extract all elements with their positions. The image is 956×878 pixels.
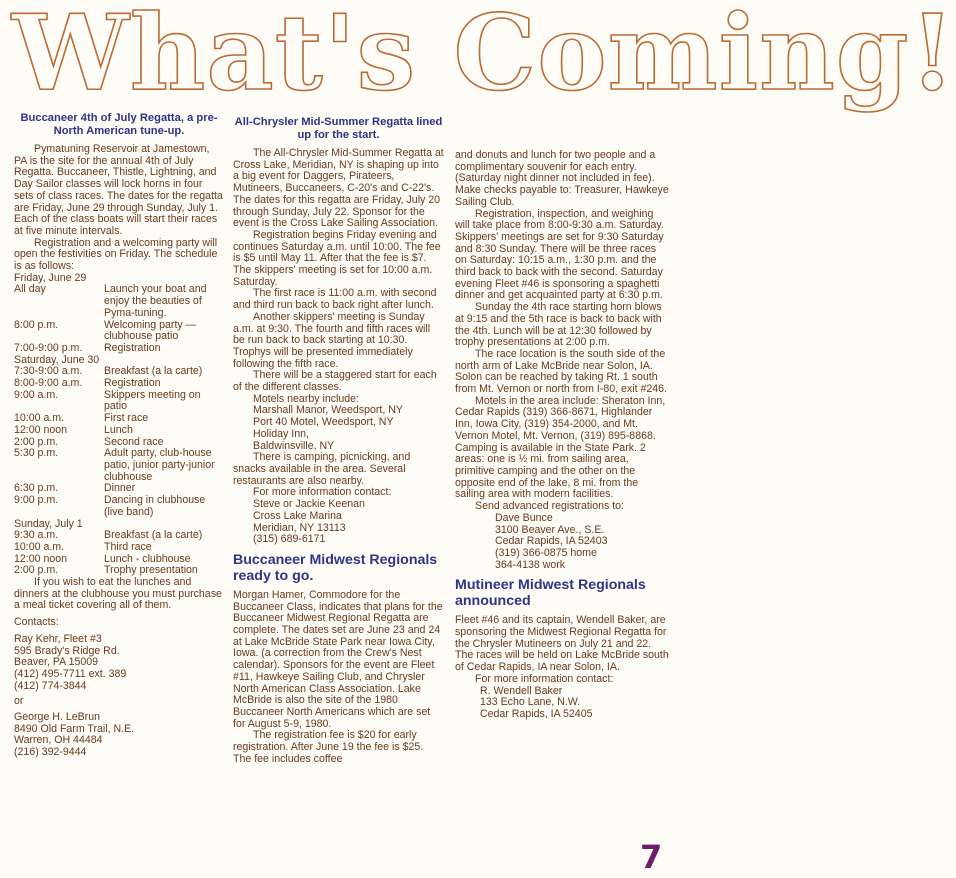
article-paragraph: There is camping, picnicking, and snacks available in the area. Several restaurants are also nearby.: [233, 451, 411, 487]
text-line: Steve or Jackie Keenan: [253, 498, 365, 511]
schedule-event: Second race: [104, 435, 164, 448]
text-line: 133 Echo Lane, N.W.: [480, 696, 581, 709]
text-line: Marshall Manor, Weedsport, NY: [253, 404, 403, 417]
schedule-event: Launch your boat and enjoy the beauties of Pyma-tuning.: [104, 283, 207, 319]
schedule-row: [14, 343, 224, 355]
text-line: 8490 Old Farm Trail, N.E.: [14, 722, 135, 735]
schedule-saturday: [14, 366, 224, 518]
address-wendell-baker: [480, 686, 669, 721]
schedule-time: 10:00 a.m.: [14, 540, 65, 553]
text-line: Dave Bunce: [495, 511, 553, 524]
text-line: Meridian, NY 13113: [253, 521, 346, 534]
schedule-time: 7:30-9:00 a.m.: [14, 365, 83, 378]
article-paragraph: Registration begins Friday evening and continues Saturday a.m. until 10:00. The fee is $5 until May 11. After that the fee is $7. The skippers' meeting is set for 10:00 a.m. Saturday.: [233, 228, 441, 288]
article-paragraph: The registration fee is $20 for early registration. After June 19 the fee is $25. The fee includes coffee: [233, 729, 424, 765]
text-line: Beaver, PA 15009: [14, 656, 99, 669]
page-number: 7: [640, 838, 663, 876]
article-paragraph: There will be a staggered start for each of the different classes.: [233, 369, 437, 394]
schedule-row: [14, 448, 224, 483]
schedule-event: Skippers meeting on patio: [104, 388, 201, 413]
text-line: (315) 689-6171: [253, 533, 326, 546]
schedule-row: [14, 425, 224, 437]
schedule-time: 8:00 p.m.: [14, 318, 59, 331]
address-dave-bunce: [495, 513, 669, 572]
schedule-event: Welcoming party — clubhouse patio: [104, 318, 197, 343]
schedule-event: Registration: [104, 377, 161, 390]
schedule-event: Lunch - clubhouse: [104, 552, 191, 565]
text-line: For more information contact:: [253, 486, 392, 499]
headline-buccaneer-regatta: Buccaneer 4th of July Regatta, a pre-North American tune-up.: [20, 112, 218, 137]
schedule-row: [14, 320, 224, 343]
text-line: Warren, OH 44484: [14, 734, 103, 747]
schedule-event: Third race: [104, 540, 152, 553]
article-paragraph: The All-Chrysler Mid-Summer Regatta at Cross Lake, Meridian, NY is shaping up into a big event for Daggers, Pirateers, Mutineers, Buccaneers, C-20's and C-22's. The dates for this regatta are Friday, July 20 through Sunday, July 22. Sponsor for the event is the Cross Lake Sailing Association.: [233, 147, 444, 230]
article-paragraph: The first race is 11:00 a.m. with second and third run back to back right after lunch.: [233, 287, 437, 312]
text-line: 364-4138 work: [495, 558, 566, 571]
schedule-time: All day: [14, 283, 46, 296]
schedule-time: 9:30 a.m.: [14, 529, 59, 542]
text-line: (412) 774-3844: [14, 679, 87, 692]
schedule-day: Friday, June 29: [14, 271, 87, 284]
column-3: [455, 150, 669, 721]
contact-george-lebrun: [14, 712, 224, 759]
text-line: Baldwinsville, NY: [253, 439, 335, 452]
schedule-time: 6:30 p.m.: [14, 482, 59, 495]
text-line: Motels nearby include:: [253, 392, 359, 405]
text-line: 595 Brady's Ridge Rd.: [14, 644, 120, 657]
schedule-time: 9:00 p.m.: [14, 494, 59, 507]
schedule-sunday: [14, 530, 224, 577]
masthead-title: What's Coming!: [12, 0, 956, 114]
motel-list: [253, 394, 444, 453]
text-line: R. Wendell Baker: [480, 684, 563, 697]
article-paragraph: Registration and a welcoming party will open the festivities on Friday. The schedule is as follows:: [14, 236, 218, 273]
headline-all-chrysler-regatta: All-Chrysler Mid-Summer Regatta lined up for the start.: [234, 116, 443, 141]
schedule-time: 12:00 noon: [14, 552, 68, 565]
article-paragraph: Pymatuning Reservoir at Jamestown, PA is the site for the annual 4th of July Regatta. Buccaneer, Thistle, Lightning, and Day Sailor classes will lock horns in four sets of class races. The dates for the regatta are Friday, June 29 through Sunday, July 1. Each of the class boats will start their races at five minute intervals.: [14, 143, 223, 237]
article-paragraph: For more information contact:: [475, 672, 614, 685]
text-line: Port 40 Motel, Weedsport, NY: [253, 416, 394, 429]
column-1: [14, 112, 224, 759]
schedule-event: Breakfast (a la carte): [104, 529, 203, 542]
schedule-time: 2:00 p.m.: [14, 435, 59, 448]
text-line: (412) 495-7711 ext. 389: [14, 667, 127, 680]
schedule-time: 8:00-9:00 a.m.: [14, 377, 83, 390]
article-paragraph: The race location is the south side of the north arm of Lake McBride near Solon, IA. Solon can be reached by taking Rt. 1 south from Mt. Vernon or north from I-80, exit #246.: [455, 347, 667, 396]
schedule-event: Dancing in clubhouse (live band): [104, 494, 206, 518]
text-line: George H. LeBrun: [14, 711, 100, 724]
schedule-event: First race: [104, 412, 149, 425]
schedule-row: [14, 542, 224, 554]
schedule-time: 7:00-9:00 p.m.: [14, 341, 83, 354]
schedule-day: Saturday, June 30: [14, 353, 100, 366]
article-paragraph: Send advanced registrations to:: [475, 500, 624, 513]
schedule-time: 5:30 p.m.: [14, 447, 59, 460]
schedule-event: Trophy presentation: [104, 564, 198, 577]
column-2: [233, 116, 444, 765]
schedule-friday: [14, 284, 224, 354]
contact-keenan: [253, 487, 444, 546]
text-line: Ray Kehr, Fleet #3: [14, 632, 102, 645]
article-paragraph: Morgan Hamer, Commodore for the Buccaneer Class, indicates that plans for the Buccaneer Midwest Regional Regatta are complete. The dates set are June 23 and 24 at Lake McBride State Park near Iowa City, Iowa. (a correction from the Crew's Nest calendar). Sponsors for the event are Fleet #11, Hawkeye Sailing Club, and Chrysler North American Class Association. Lake McBride is also the site of the 1980 Buccaneer North Americans which are set for August 5-9, 1980.: [233, 588, 443, 730]
article-paragraph: Registration, inspection, and weighing will take place from 8:00-9:30 a.m. Saturday. Skippers' meetings are set for 9:30 Saturday and 8:30 Sunday. There will be three races on Saturday: 10:15 a.m., 1:30 p.m. and the third back to back with the second. Saturday evening Fleet #46 is sponsoring a spaghetti dinner and get acquainted party at 6:30 p.m.: [455, 207, 664, 302]
schedule-row: [14, 378, 224, 390]
article-paragraph: and donuts and lunch for two people and a complimentary souvenir for each entry. (Saturday night dinner not included in fee). Make checks payable to: Treasurer, Hawkeye Sailing Club.: [455, 149, 669, 208]
article-paragraph: Fleet #46 and its captain, Wendell Baker, are sponsoring the Midwest Regional Regatta for the Chrysler Mutineers on July 21 and 22. The races will be held on Lake McBride south of Cedar Rapids, IA near Solon, IA.: [455, 614, 669, 674]
schedule-row: [14, 284, 224, 319]
headline-buccaneer-midwest: Buccaneer Midwest Regionals ready to go.: [233, 551, 438, 584]
text-line: (319) 366-0875 home: [495, 546, 597, 559]
contact-ray-kehr: [14, 634, 224, 693]
article-paragraph: Motels in the area include: Sheraton Inn, Cedar Rapids (319) 366-8671, Highlander Inn, Iowa City, (319) 354-2000, and Mt. Vernon Motel, Mt. Vernon, (319) 895-8868. Camping is available in the State Park. 2 areas: one is ½ mi. from sailing area, primitive camping and the other on the opposite end of the lake, 8 mi. from the sailing area with modern facilities.: [455, 394, 666, 501]
article-paragraph: If you wish to eat the lunches and dinners at the clubhouse you must purchase a meal ticket covering all of them.: [14, 576, 222, 612]
schedule-row: [14, 495, 224, 518]
schedule-event: Lunch: [104, 423, 133, 436]
article-paragraph: Sunday the 4th race starting horn blows at 9:15 and the 5th race is back to back with the 4th. Lunch will be at 12:30 followed by trophy presentations at 2:00 p.m.: [455, 301, 662, 349]
schedule-time: 10:00 a.m.: [14, 412, 65, 425]
schedule-event: Dinner: [104, 482, 136, 495]
schedule-day: Sunday, July 1: [14, 517, 83, 530]
contacts-label: Contacts:: [14, 616, 59, 629]
text-line: Cedar Rapids, IA 52405: [480, 707, 593, 720]
schedule-time: 12:00 noon: [14, 423, 68, 436]
text-line: 3100 Beaver Ave., S.E.: [495, 523, 605, 536]
schedule-event: Adult party, club-house patio, junior party-junior clubhouse: [104, 447, 215, 483]
text-line: Holiday Inn,: [253, 427, 309, 440]
schedule-event: Breakfast (a la carte): [104, 365, 203, 378]
text-line: (216) 392-9444: [14, 746, 87, 759]
text-line: Cross Lake Marina: [253, 509, 342, 522]
schedule-time: 9:00 a.m.: [14, 388, 59, 401]
schedule-event: Registration: [104, 341, 161, 354]
article-paragraph: Another skippers' meeting is Sunday a.m. at 9:30. The fourth and fifth races will be run back to back starting at 10:30. Trophys will be presented immediately following the fifth race.: [233, 310, 431, 370]
text-line: Cedar Rapids, IA 52403: [495, 535, 608, 548]
or-label: or: [14, 695, 24, 708]
schedule-time: 2:00 p.m.: [14, 564, 59, 577]
schedule-row: [14, 390, 224, 413]
headline-mutineer-midwest: Mutineer Midwest Regionals announced: [455, 577, 646, 610]
